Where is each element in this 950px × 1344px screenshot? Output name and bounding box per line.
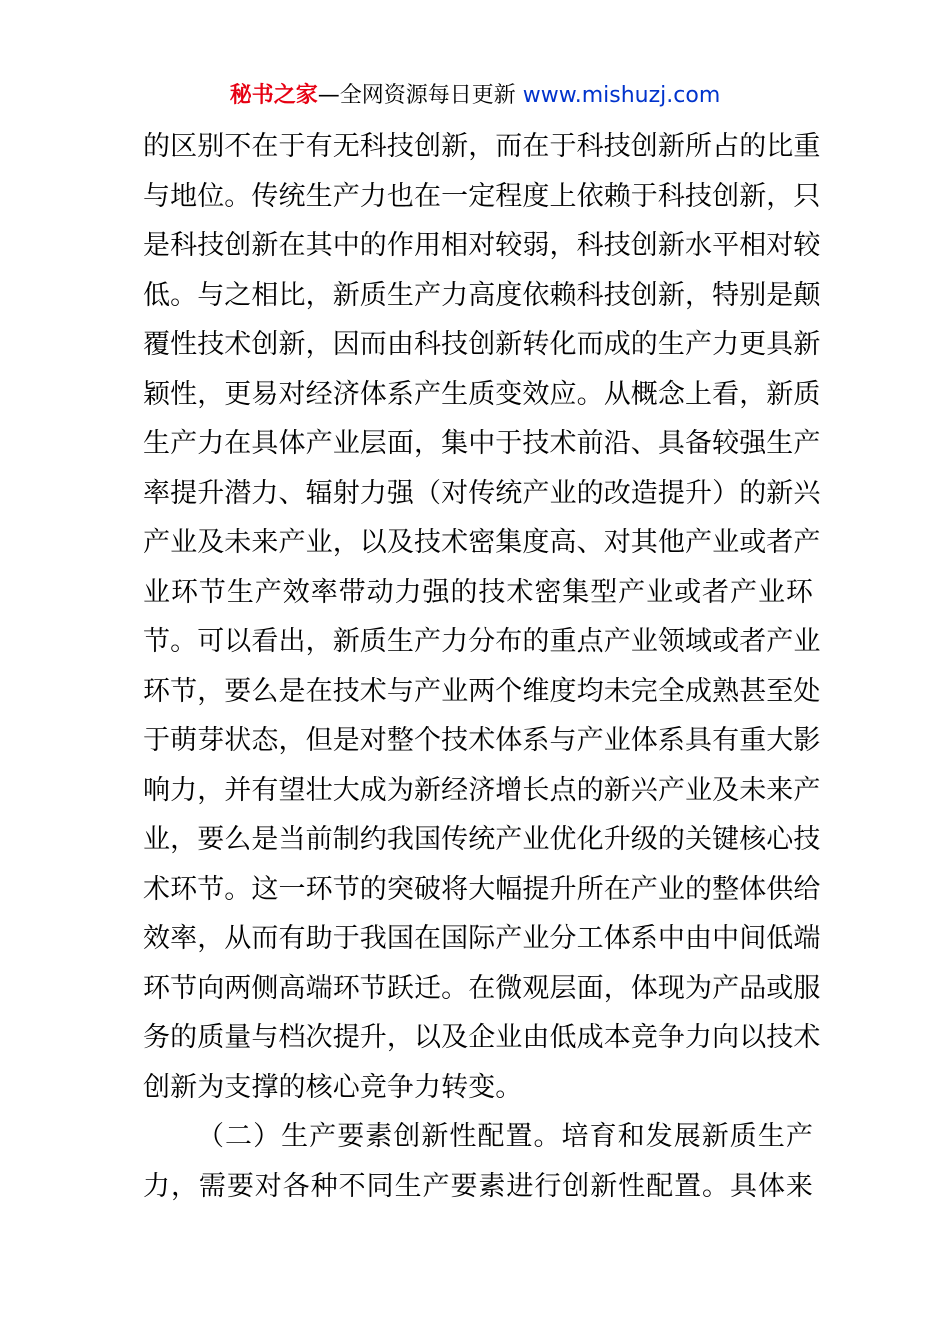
brand-name: 秘书之家 (229, 83, 318, 108)
section-heading-line: （二）生产要素创新性配置。培育和发展新质生产 (197, 1121, 813, 1152)
text-line: 术环节。这一环节的突破将大幅提升所在产业的整体供给 (143, 873, 821, 905)
text-line: 率提升潜力、辐射力强（对传统产业的改造提升）的新兴 (143, 477, 821, 509)
text-line: 创新为支撑的核心竞争力转变。 (143, 1071, 523, 1103)
text-line: 业，要么是当前制约我国传统产业优化升级的关键核心技 (143, 824, 821, 855)
text-line: 产业及未来产业，以及技术密集度高、对其他产业或者产 (143, 527, 821, 558)
text-line: 响力，并有望壮大成为新经济增长点的新兴产业及未来产 (143, 774, 821, 806)
text-line: 低。与之相比，新质生产力高度依赖科技创新，特别是颠 (143, 279, 821, 311)
text-line: 效率，从而有助于我国在国际产业分工体系中由中间低端 (143, 923, 821, 954)
text-line: 的区别不在于有无科技创新，而在于科技创新所占的比重 (143, 131, 821, 162)
site-header (0, 80, 950, 112)
text-line: 颖性，更易对经济体系产生质变效应。从概念上看，新质 (143, 378, 821, 410)
text-line: 是科技创新在其中的作用相对较弱，科技创新水平相对较 (143, 230, 821, 261)
text-line: 业环节生产效率带动力强的技术密集型产业或者产业环 (143, 576, 813, 608)
text-line: 环节向两侧高端环节跃迁。在微观层面，体现为产品或服 (143, 972, 821, 1004)
text-line: 生产力在具体产业层面，集中于技术前沿、具备较强生产 (143, 428, 821, 459)
text-line: 环节，要么是在技术与产业两个维度均未完全成熟甚至处 (143, 675, 821, 707)
text-line: 与地位。传统生产力也在一定程度上依赖于科技创新，只 (143, 180, 821, 212)
header-tagline: —全网资源每日更新 (317, 83, 523, 108)
text-line: 务的质量与档次提升，以及企业由低成本竞争力向以技术 (143, 1022, 821, 1053)
document-body (143, 122, 821, 1211)
text-line: 力，需要对各种不同生产要素进行创新性配置。具体来 (143, 1170, 813, 1202)
text-line: 节。可以看出，新质生产力分布的重点产业领域或者产业 (143, 626, 821, 657)
text-line: 于萌芽状态，但是对整个技术体系与产业体系具有重大影 (143, 725, 821, 756)
text-line: 覆性技术创新，因而由科技创新转化而成的生产力更具新 (143, 329, 821, 360)
site-url[interactable]: www.mishuzj.com (522, 83, 721, 108)
